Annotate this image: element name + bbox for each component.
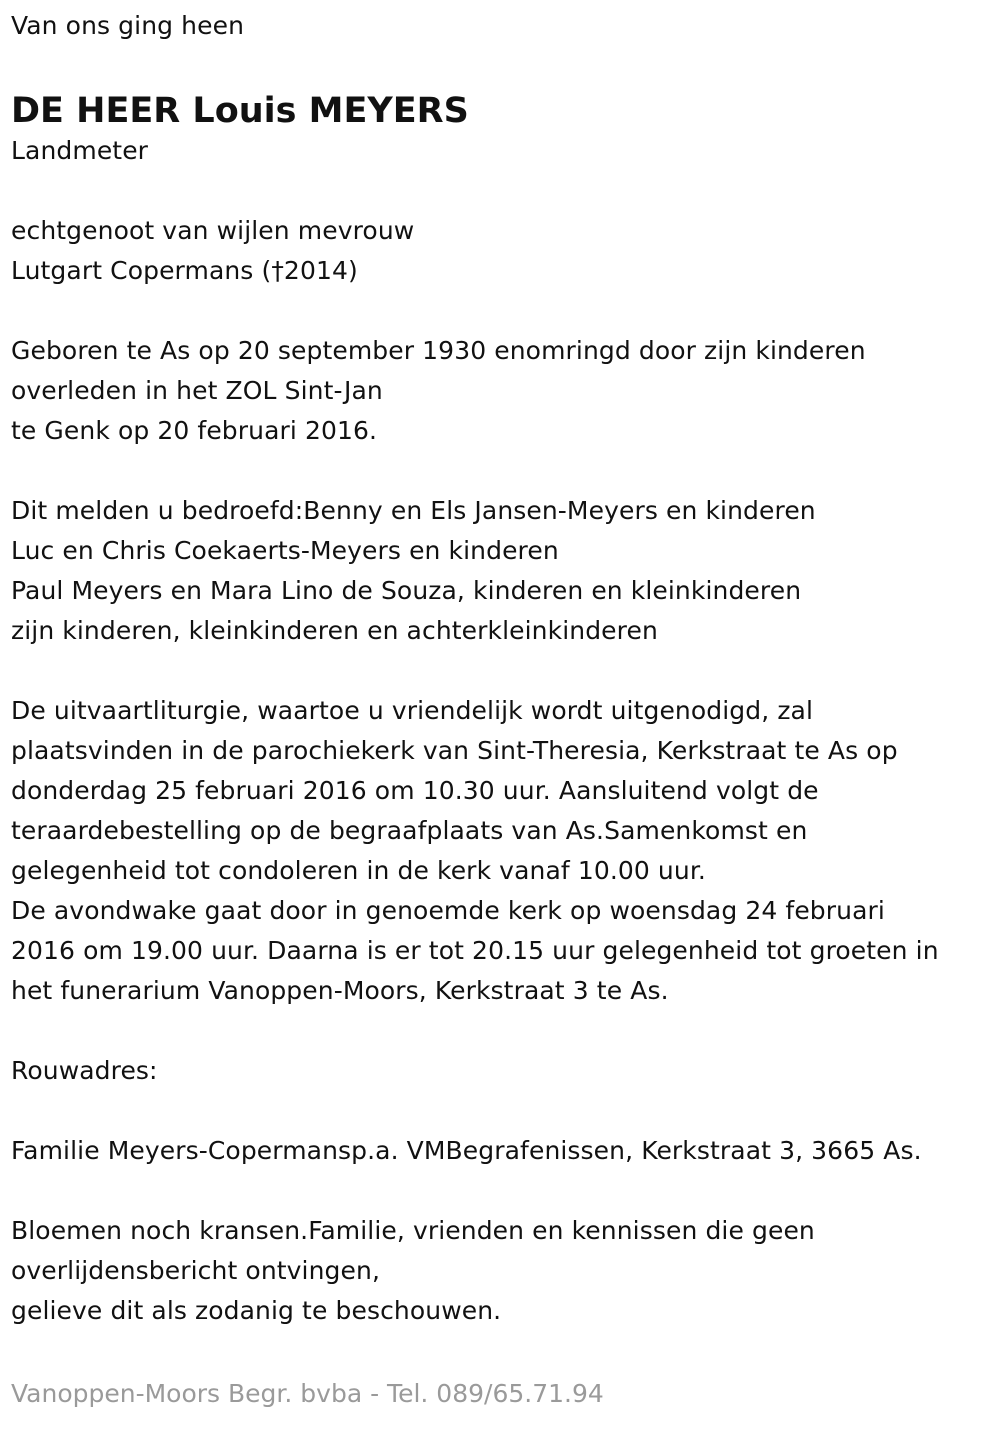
text-line: Geboren te As op 20 september 1930 enomringd door zijn kinderen [11, 336, 866, 365]
text-line: het funerarium Vanoppen-Moors, Kerkstraat 3 te As. [11, 976, 669, 1005]
spacer [11, 1171, 991, 1211]
spacer [11, 651, 991, 691]
text-line: zijn kinderen, kleinkinderen en achterkleinkinderen [11, 616, 658, 645]
funeral-section [11, 691, 991, 1011]
text-line: overlijdensbericht ontvingen, [11, 1256, 380, 1285]
text-line: De uitvaartliturgie, waartoe u vriendelijk wordt uitgenodigd, zal [11, 696, 814, 725]
obituary-notice [11, 0, 991, 1331]
text-line: Bloemen noch kransen.Familie, vrienden en kennissen die geen [11, 1216, 815, 1245]
intro-text: Van ons ging heen [11, 11, 245, 40]
text-line: te Genk op 20 februari 2016. [11, 416, 378, 445]
text-line: Paul Meyers en Mara Lino de Souza, kinderen en kleinkinderen [11, 576, 802, 605]
funeral-home-footer: Vanoppen-Moors Begr. bvba - Tel. 089/65.71.94 [11, 1379, 604, 1408]
address-label: Rouwadres: [11, 1056, 158, 1085]
text-line: gelieve dit als zodanig te beschouwen. [11, 1296, 502, 1325]
text-line: gelegenheid tot condoleren in de kerk vanaf 10.00 uur. [11, 856, 706, 885]
mourning-address: Familie Meyers-Copermansp.a. VMBegrafenissen, Kerkstraat 3, 3665 As. [11, 1136, 922, 1165]
family-section [11, 491, 991, 651]
text-line: overleden in het ZOL Sint-Jan [11, 376, 383, 405]
spouse-name: Lutgart Copermans (†2014) [11, 256, 358, 285]
spacer [11, 171, 991, 211]
text-line: De avondwake gaat door in genoemde kerk op woensdag 24 februari [11, 896, 885, 925]
text-line: Dit melden u bedroefd:Benny en Els Jansen-Meyers en kinderen [11, 496, 816, 525]
spacer [11, 451, 991, 491]
spacer [11, 291, 991, 331]
text-line: plaatsvinden in de parochiekerk van Sint-Theresia, Kerkstraat te As op [11, 736, 898, 765]
deceased-name: DE HEER Louis MEYERS [11, 91, 469, 131]
flowers-section [11, 1211, 991, 1331]
spacer [11, 1091, 991, 1131]
birth-death-section [11, 331, 991, 451]
spacer [11, 1011, 991, 1051]
text-line: teraardebestelling op de begraafplaats van As.Samenkomst en [11, 816, 808, 845]
spouse-line: echtgenoot van wijlen mevrouw [11, 216, 415, 245]
text-line: Luc en Chris Coekaerts-Meyers en kinderen [11, 536, 559, 565]
occupation: Landmeter [11, 136, 149, 165]
text-line: 2016 om 19.00 uur. Daarna is er tot 20.15 uur gelegenheid tot groeten in [11, 936, 939, 965]
text-line: donderdag 25 februari 2016 om 10.30 uur. Aansluitend volgt de [11, 776, 819, 805]
